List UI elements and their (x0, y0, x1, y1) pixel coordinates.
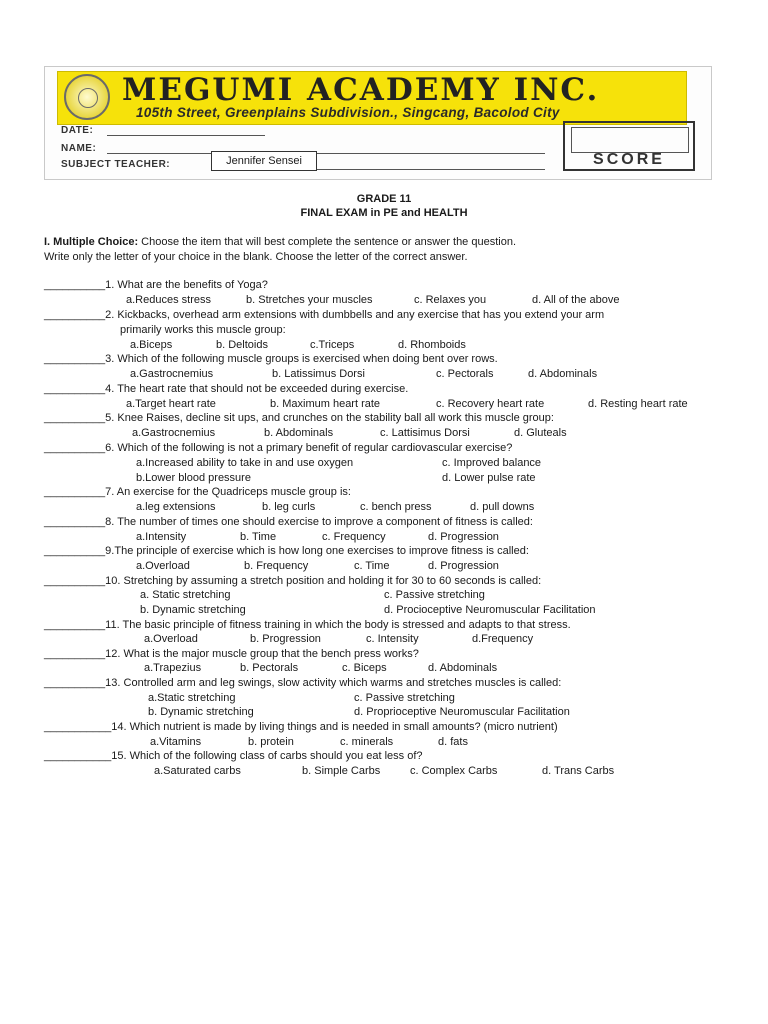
q10-option-a[interactable]: a. Static stretching (140, 589, 231, 601)
q1-option-d[interactable]: d. All of the above (532, 294, 620, 306)
q13-option-d[interactable]: d. Proprioceptive Neuromuscular Facilitation (354, 706, 570, 718)
q14-option-a[interactable]: a.Vitamins (150, 736, 202, 748)
q6-option-a[interactable]: a.Increased ability to take in and use oxygen (136, 457, 354, 469)
q4-option-b[interactable]: b. Maximum heart rate (270, 398, 381, 410)
school-seal-icon (64, 74, 110, 120)
q3-option-c[interactable]: c. Pectorals (436, 368, 494, 380)
q15-option-a[interactable]: a.Saturated carbs (154, 765, 241, 777)
q6-option-d[interactable]: d. Lower pulse rate (442, 472, 536, 484)
question-6: __________6. Which of the following is not a primary benefit of regular cardiovascular exercise? (44, 442, 513, 454)
q3-option-b[interactable]: b. Latissimus Dorsi (272, 368, 365, 380)
q14-option-d[interactable]: d. fats (438, 736, 468, 748)
question-7: __________7. An exercise for the Quadriceps muscle group is: (44, 486, 351, 498)
q3-option-d[interactable]: d. Abdominals (528, 368, 598, 380)
name-field[interactable] (107, 153, 545, 154)
question-4: __________4. The heart rate that should not be exceeded during exercise. (44, 383, 409, 395)
question-5: __________5. Knee Raises, decline sit ups, and crunches on the stability ball all work this muscle group: (44, 412, 554, 424)
teacher-line (315, 169, 545, 170)
q8-option-c[interactable]: c. Frequency (322, 531, 386, 543)
q2-option-b[interactable]: b. Deltoids (216, 339, 268, 351)
score-field[interactable] (571, 127, 689, 153)
q4-option-d[interactable]: d. Resting heart rate (588, 398, 688, 410)
subject-teacher-field[interactable]: Jennifer Sensei (211, 151, 317, 171)
question-3: __________3. Which of the following muscle groups is exercised when doing bent over rows. (44, 353, 498, 365)
q7-option-c[interactable]: c. bench press (360, 501, 432, 513)
q5-option-d[interactable]: d. Gluteals (514, 427, 567, 439)
q15-option-c[interactable]: c. Complex Carbs (410, 765, 498, 777)
question-15: ___________15. Which of the following class of carbs should you eat less of? (44, 750, 423, 762)
q11-option-a[interactable]: a.Overload (144, 633, 198, 645)
question-11: __________11. The basic principle of fitness training in which the body is stressed and adapts to that stress. (44, 619, 571, 631)
q13-option-c[interactable]: c. Passive stretching (354, 692, 455, 704)
question-1: __________1. What are the benefits of Yoga? (44, 279, 268, 291)
q10-option-c[interactable]: c. Passive stretching (384, 589, 485, 601)
q7-option-a[interactable]: a.leg extensions (136, 501, 216, 513)
q6-option-c[interactable]: c. Improved balance (442, 457, 542, 469)
q1-option-b[interactable]: b. Stretches your muscles (246, 294, 373, 306)
grade-title: GRADE 11 (356, 193, 412, 205)
question-2: __________2. Kickbacks, overhead arm extensions with dumbbells and any exercise that has you extend your arm (44, 309, 605, 321)
q5-option-b[interactable]: b. Abdominals (264, 427, 334, 439)
q14-option-c[interactable]: c. minerals (340, 736, 394, 748)
question-12: __________12. What is the major muscle group that the bench press works? (44, 648, 419, 660)
exam-title: FINAL EXAM in PE and HEALTH (300, 207, 468, 219)
q10-option-b[interactable]: b. Dynamic stretching (140, 604, 246, 616)
q12-option-d[interactable]: d. Abdominals (428, 662, 498, 674)
q9-option-d[interactable]: d. Progression (428, 560, 499, 572)
q3-option-a[interactable]: a.Gastrocnemius (130, 368, 214, 380)
q9-option-a[interactable]: a.Overload (136, 560, 190, 572)
school-banner (57, 71, 687, 125)
q12-option-c[interactable]: c. Biceps (342, 662, 387, 674)
q15-option-b[interactable]: b. Simple Carbs (302, 765, 381, 777)
q5-option-c[interactable]: c. Lattisimus Dorsi (380, 427, 470, 439)
q5-option-a[interactable]: a.Gastrocnemius (132, 427, 216, 439)
school-address: 105th Street, Greenplains Subdivision., Singcang, Bacolod City (136, 105, 560, 120)
q8-option-d[interactable]: d. Progression (428, 531, 499, 543)
q11-option-d[interactable]: d.Frequency (472, 633, 534, 645)
q8-option-a[interactable]: a.Intensity (136, 531, 187, 543)
q1-option-a[interactable]: a.Reduces stress (126, 294, 211, 306)
question-8: __________8. The number of times one should exercise to improve a component of fitness is called: (44, 516, 533, 528)
q2-option-d[interactable]: d. Rhomboids (398, 339, 466, 351)
instruction-line-1 (44, 236, 516, 248)
q7-option-d[interactable]: d. pull downs (470, 501, 535, 513)
q4-option-c[interactable]: c. Recovery heart rate (436, 398, 545, 410)
q8-option-b[interactable]: b. Time (240, 531, 277, 543)
instruction-line-2: Write only the letter of your choice in the blank. Choose the letter of the correct answer. (44, 251, 468, 263)
subject-teacher-label: SUBJECT TEACHER: (61, 159, 171, 170)
instruction-text: Choose the item that will best complete the sentence or answer the question. (138, 236, 517, 248)
question-10: __________10. Stretching by assuming a stretch position and holding it for 30 to 60 seconds is called: (44, 575, 542, 587)
school-name: MEGUMI ACADEMY INC. (122, 72, 600, 108)
q11-option-b[interactable]: b. Progression (250, 633, 321, 645)
q10-option-d[interactable]: d. Procioceptive Neuromuscular Facilitation (384, 604, 596, 616)
question-13: __________13. Controlled arm and leg swings, slow activity which warms and stretches muscles is called: (44, 677, 562, 689)
score-label: SCORE (593, 151, 665, 168)
question-2-cont: primarily works this muscle group: (120, 324, 286, 336)
school-header (44, 66, 712, 180)
q11-option-c[interactable]: c. Intensity (366, 633, 419, 645)
section-title: I. Multiple Choice: (44, 236, 139, 248)
q2-option-c[interactable]: c.Triceps (310, 339, 355, 351)
question-9: __________9.The principle of exercise which is how long one exercises to improve fitness is called: (44, 545, 529, 557)
date-label: DATE: (61, 125, 94, 136)
q13-option-a[interactable]: a.Static stretching (148, 692, 236, 704)
q12-option-b[interactable]: b. Pectorals (240, 662, 299, 674)
q7-option-b[interactable]: b. leg curls (262, 501, 316, 513)
q14-option-b[interactable]: b. protein (248, 736, 294, 748)
score-box (563, 121, 695, 171)
question-14: ___________14. Which nutrient is made by living things and is needed in small amounts? (micro nutrient) (44, 721, 558, 733)
date-field[interactable] (107, 135, 265, 136)
q4-option-a[interactable]: a.Target heart rate (126, 398, 216, 410)
q15-option-d[interactable]: d. Trans Carbs (542, 765, 615, 777)
q6-option-b[interactable]: b.Lower blood pressure (136, 472, 251, 484)
q9-option-b[interactable]: b. Frequency (244, 560, 309, 572)
q12-option-a[interactable]: a.Trapezius (144, 662, 202, 674)
name-label: NAME: (61, 143, 97, 154)
q9-option-c[interactable]: c. Time (354, 560, 390, 572)
q13-option-b[interactable]: b. Dynamic stretching (148, 706, 254, 718)
q2-option-a[interactable]: a.Biceps (130, 339, 173, 351)
q1-option-c[interactable]: c. Relaxes you (414, 294, 487, 306)
